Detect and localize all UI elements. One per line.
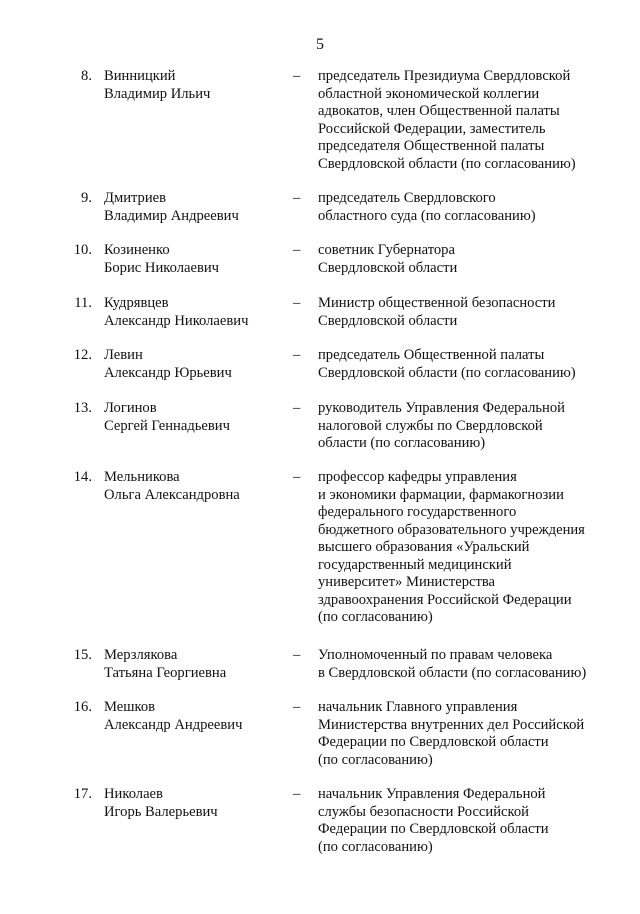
dash-separator: – <box>293 68 301 84</box>
member-name <box>104 400 284 435</box>
position-line: (по согласованию) <box>318 838 433 855</box>
dash-separator: – <box>293 242 301 258</box>
position-line: начальник Управления Федеральной <box>318 786 546 802</box>
member-name <box>104 469 284 504</box>
position-line: Федерации по Свердловской области <box>318 821 549 837</box>
position-line: Свердловской области (по согласованию) <box>318 155 576 172</box>
member-surname: Мерзлякова <box>104 647 178 663</box>
member-given-names: Борис Николаевич <box>104 259 219 276</box>
position-line: адвокатов, член Общественной палаты <box>318 103 560 119</box>
position-line: Свердловской области <box>318 312 458 329</box>
member-surname: Мешков <box>104 699 156 715</box>
member-name <box>104 242 284 277</box>
member-given-names: Игорь Валерьевич <box>104 803 218 820</box>
entry-number: 12. <box>73 347 92 363</box>
member-surname: Дмитриев <box>104 190 167 206</box>
position-line: (по согласованию) <box>318 751 433 768</box>
member-name <box>104 68 284 103</box>
member-position <box>318 190 618 225</box>
position-line: председателя Общественной палаты <box>318 138 545 154</box>
member-given-names: Александр Николаевич <box>104 312 249 329</box>
member-position <box>318 68 618 173</box>
page-number: 5 <box>316 36 324 53</box>
member-given-names: Владимир Ильич <box>104 85 211 102</box>
member-name <box>104 295 284 330</box>
member-surname: Николаев <box>104 786 163 802</box>
entry-number: 8. <box>81 68 92 84</box>
member-name <box>104 699 284 734</box>
position-line: в Свердловской области (по согласованию) <box>318 664 587 681</box>
entry-number: 9. <box>81 190 92 206</box>
entry-number: 10. <box>73 242 92 258</box>
member-given-names: Татьяна Георгиевна <box>104 664 227 681</box>
position-line: (по согласованию) <box>318 609 433 625</box>
dash-separator: – <box>293 786 301 802</box>
position-line: службы безопасности Российской <box>318 803 529 820</box>
member-surname: Логинов <box>104 400 157 416</box>
member-position <box>318 786 618 856</box>
member-surname: Козиненко <box>104 242 170 258</box>
member-name <box>104 347 284 382</box>
position-line: председатель Общественной палаты <box>318 347 545 363</box>
position-line: профессор кафедры управления <box>318 469 517 485</box>
dash-separator: – <box>293 469 301 485</box>
member-position <box>318 242 618 277</box>
dash-separator: – <box>293 699 301 715</box>
member-position <box>318 400 618 453</box>
dash-separator: – <box>293 347 301 363</box>
position-line: университет» Министерства <box>318 574 496 590</box>
position-line: Федерации по Свердловской области <box>318 734 549 750</box>
entry-number: 17. <box>73 786 92 802</box>
entry-number: 15. <box>73 647 92 663</box>
entry-number: 13. <box>73 400 92 416</box>
member-surname: Кудрявцев <box>104 295 169 311</box>
position-line: начальник Главного управления <box>318 699 518 715</box>
entry-number: 14. <box>73 469 92 485</box>
position-line: областного суда (по согласованию) <box>318 207 536 224</box>
member-position <box>318 347 618 382</box>
dash-separator: – <box>293 400 301 416</box>
member-position <box>318 469 618 627</box>
member-name <box>104 786 284 821</box>
position-line: советник Губернатора <box>318 242 455 258</box>
member-position <box>318 647 618 682</box>
position-line: и экономики фармации, фармакогнозии <box>318 486 564 503</box>
position-line: федерального государственного <box>318 504 517 520</box>
member-given-names: Александр Андреевич <box>104 716 243 733</box>
member-position <box>318 295 618 330</box>
member-surname: Винницкий <box>104 68 176 84</box>
member-given-names: Владимир Андреевич <box>104 207 239 224</box>
position-line: государственный медицинский <box>318 556 512 573</box>
dash-separator: – <box>293 295 301 311</box>
member-position <box>318 699 618 769</box>
position-line: здравоохранения Российской Федерации <box>318 591 572 608</box>
position-line: Российской Федерации, заместитель <box>318 120 546 137</box>
position-line: областной экономической коллегии <box>318 85 540 102</box>
position-line: Министерства внутренних дел Российской <box>318 716 585 733</box>
member-given-names: Ольга Александровна <box>104 486 240 503</box>
member-surname: Мельникова <box>104 469 180 485</box>
position-line: Уполномоченный по правам человека <box>318 647 553 663</box>
member-given-names: Сергей Геннадьевич <box>104 417 230 434</box>
member-surname: Левин <box>104 347 143 363</box>
position-line: председатель Свердловского <box>318 190 496 206</box>
entry-number: 11. <box>74 295 92 311</box>
dash-separator: – <box>293 190 301 206</box>
dash-separator: – <box>293 647 301 663</box>
entry-number: 16. <box>73 699 92 715</box>
member-given-names: Александр Юрьевич <box>104 364 232 381</box>
position-line: Министр общественной безопасности <box>318 295 556 311</box>
position-line: Свердловской области <box>318 259 458 276</box>
member-name <box>104 190 284 225</box>
position-line: налоговой службы по Свердловской <box>318 417 543 434</box>
position-line: бюджетного образовательного учреждения <box>318 521 585 538</box>
position-line: руководитель Управления Федеральной <box>318 400 565 416</box>
position-line: Свердловской области (по согласованию) <box>318 364 576 381</box>
position-line: области (по согласованию) <box>318 435 486 451</box>
position-line: председатель Президиума Свердловской <box>318 68 571 84</box>
member-name <box>104 647 284 682</box>
position-line: высшего образования «Уральский <box>318 539 530 555</box>
